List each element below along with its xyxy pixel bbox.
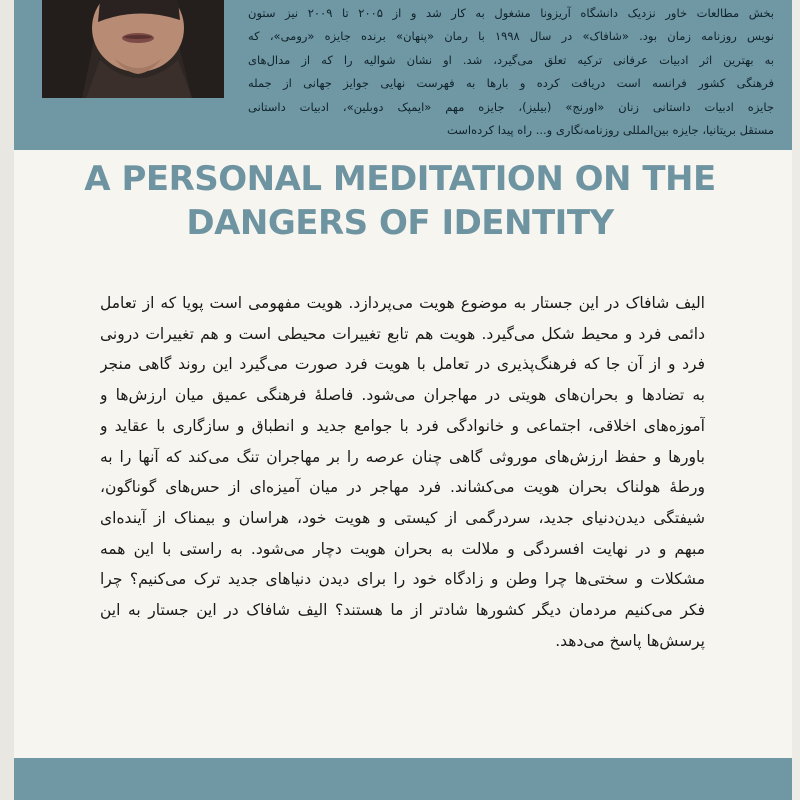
blurb-line: پرسش‌ها پاسخ می‌دهد. [555,631,705,650]
blurb-line: به تضادها و بحران‌های هویتی در مهاجران می‌شود. فاصلهٔ فرهنگی عمیق میان ارزش‌ها و [100,386,705,405]
blurb-line: فکر می‌کنیم مردمان دیگر کشورها شادتر از ما هستند؟ الیف شافاک در این جستار به این [100,601,705,620]
bio-line: به بهترین اثر ادبیات عرفانی ترکیه تعلق می‌گیرد، شد. او نشان شوالیه را که از مدال‌های [248,52,774,67]
blurb-line: ورطهٔ هولناک بحران هویت می‌کشاند. فرد مهاجر در میان آمیزه‌ای از حس‌های گوناگون، [100,478,705,497]
bottom-band [14,758,792,800]
blurb-line: باورها و حفظ ارزش‌های موروثی گاهی چنان عرصه را بر مهاجران تنگ می‌کند که آنها را به [100,447,705,466]
bio-line: فرهنگی کشور فرانسه است دریافت کرده و بارها به فهرست نهایی جوایز جهانی از جمله [248,76,774,91]
blurb-line: مشکلات و سختی‌ها چرا وطن و زادگاه خود را برای دیدن دنیاهای جدید ترک می‌کنیم؟ چرا [100,570,705,589]
blurb-line: دائمی فرد و محیط شکل می‌گیرد. هویت هم تابع تغییرات محیطی است و هم تغییرات درونی [100,324,705,343]
bio-line: نویس روزنامه زمان بود. «شافاک» در سال ۱۹۹۸ با رمان «پنهان» برنده جایزه «رومی»، که [248,29,774,44]
blurb-line: مبهم و در نهایت افسردگی و ملالت به بحران هویت دچار می‌شود. به راستی با این همه [100,539,705,558]
blurb-line: الیف شافاک در این جستار به موضوع هویت می‌پردازد. هویت مفهومی است پویا که از تعامل [100,294,705,312]
bio-line: جایزه ادبیات داستانی زنان «اورنج» (بیلیز)، جایزه مهم «ایمپک دوبلین»، ادبیات داستانی [248,99,774,114]
blurb-line: آموزه‌های اخلاقی، اجتماعی و خانوادگی فرد با جوامع جدید و انطباق و سازگاری با عقاید و [100,416,705,435]
page-edge-right [792,0,800,800]
blurb-line: فرد و از آن جا که فرهنگ‌پذیری در تعامل با هویت فرد صورت می‌گیرد این روند گاهی منجر [100,355,705,374]
author-bio [248,2,774,142]
page-edge-left [0,0,14,800]
blurb-text [100,288,705,656]
headline [0,157,800,245]
author-photo [42,0,224,98]
bio-line: مستقل بریتانیا، جایزه بین‌المللی روزنامه‌نگاری و... راه پیدا کرده‌است [446,123,774,138]
bio-line: بخش مطالعات خاور نزدیک دانشگاه آریزونا مشغول به کار شد و از ۲۰۰۵ تا ۲۰۰۹ نیز ستون [248,6,774,20]
blurb-line: شیفتگی دیدن‌دنیای جدید، سردرگمی از کیستی و هویت خود، هراسان و بیمناک از آینده‌ای [100,508,705,527]
headline-line-2: DANGERS OF IDENTITY [186,203,614,243]
headline-line-1: A PERSONAL MEDITATION ON THE [84,159,716,199]
